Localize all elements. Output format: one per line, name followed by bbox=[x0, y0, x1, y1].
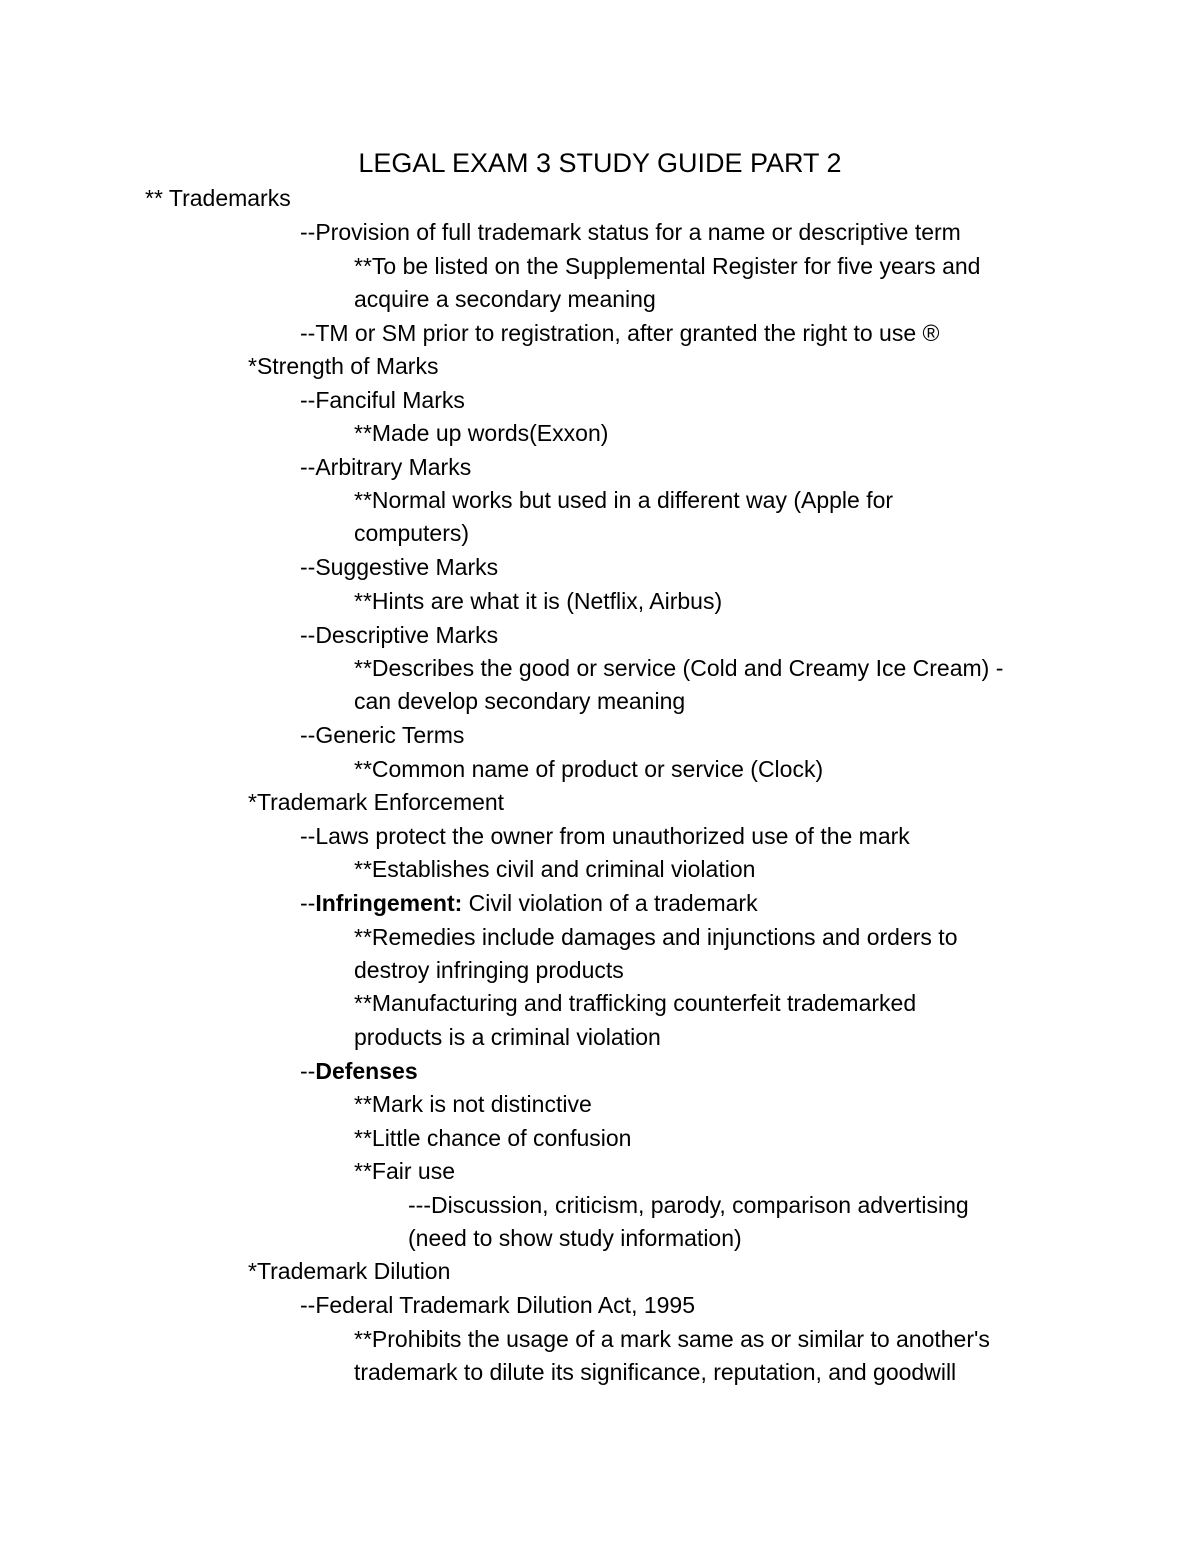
dash-prefix: -- bbox=[300, 1058, 316, 1084]
outline-line: --TM or SM prior to registration, after granted the right to use ® bbox=[300, 320, 940, 346]
outline-line: acquire a secondary meaning bbox=[354, 286, 656, 312]
section-trademark-enforcement: *Trademark Enforcement bbox=[248, 789, 505, 815]
outline-line: --Provision of full trademark status for a name or descriptive term bbox=[300, 219, 961, 245]
outline-line: **Little chance of confusion bbox=[354, 1125, 632, 1151]
outline-line: **Manufacturing and trafficking counterfeit trademarked bbox=[354, 990, 917, 1016]
dash-prefix: -- bbox=[300, 890, 316, 916]
outline-line: --Descriptive Marks bbox=[300, 622, 499, 648]
outline-line-infringement bbox=[300, 888, 758, 918]
outline-line: **Common name of product or service (Clock) bbox=[354, 756, 824, 782]
outline-line: computers) bbox=[354, 520, 470, 546]
outline-line: products is a criminal violation bbox=[354, 1024, 661, 1050]
outline-line: trademark to dilute its significance, reputation, and goodwill bbox=[354, 1359, 957, 1385]
page-title: LEGAL EXAM 3 STUDY GUIDE PART 2 bbox=[358, 148, 842, 178]
outline-line: can develop secondary meaning bbox=[354, 688, 686, 714]
outline-line: ---Discussion, criticism, parody, comparison advertising bbox=[408, 1192, 969, 1218]
outline-line: **Made up words(Exxon) bbox=[354, 420, 609, 446]
outline-line: (need to show study information) bbox=[408, 1225, 742, 1251]
outline-line: destroy infringing products bbox=[354, 957, 624, 983]
section-trademark-dilution: *Trademark Dilution bbox=[248, 1258, 451, 1284]
definition-text: Civil violation of a trademark bbox=[462, 890, 758, 916]
outline-line: --Laws protect the owner from unauthorized use of the mark bbox=[300, 823, 910, 849]
outline-line-defenses bbox=[300, 1056, 418, 1086]
outline-line: **Establishes civil and criminal violation bbox=[354, 856, 756, 882]
outline-line: --Generic Terms bbox=[300, 722, 465, 748]
outline-line: **Mark is not distinctive bbox=[354, 1091, 592, 1117]
outline-line: --Federal Trademark Dilution Act, 1995 bbox=[300, 1292, 696, 1318]
bold-term: Defenses bbox=[315, 1058, 418, 1084]
section-strength-of-marks: *Strength of Marks bbox=[248, 353, 439, 379]
outline-line: --Fanciful Marks bbox=[300, 387, 465, 413]
outline-line: **Hints are what it is (Netflix, Airbus) bbox=[354, 588, 723, 614]
bold-term: Infringement: bbox=[315, 890, 463, 916]
heading-trademarks: ** Trademarks bbox=[145, 185, 291, 211]
outline-line: **Remedies include damages and injunctions and orders to bbox=[354, 924, 958, 950]
outline-line: --Suggestive Marks bbox=[300, 554, 499, 580]
outline-line: **Describes the good or service (Cold and Creamy Ice Cream) - bbox=[354, 655, 1004, 681]
outline-line: **Fair use bbox=[354, 1158, 455, 1184]
outline-line: **Prohibits the usage of a mark same as or similar to another's bbox=[354, 1326, 990, 1352]
outline-line: --Arbitrary Marks bbox=[300, 454, 472, 480]
outline-line: **To be listed on the Supplemental Register for five years and bbox=[354, 253, 981, 279]
outline-line: **Normal works but used in a different way (Apple for bbox=[354, 487, 894, 513]
